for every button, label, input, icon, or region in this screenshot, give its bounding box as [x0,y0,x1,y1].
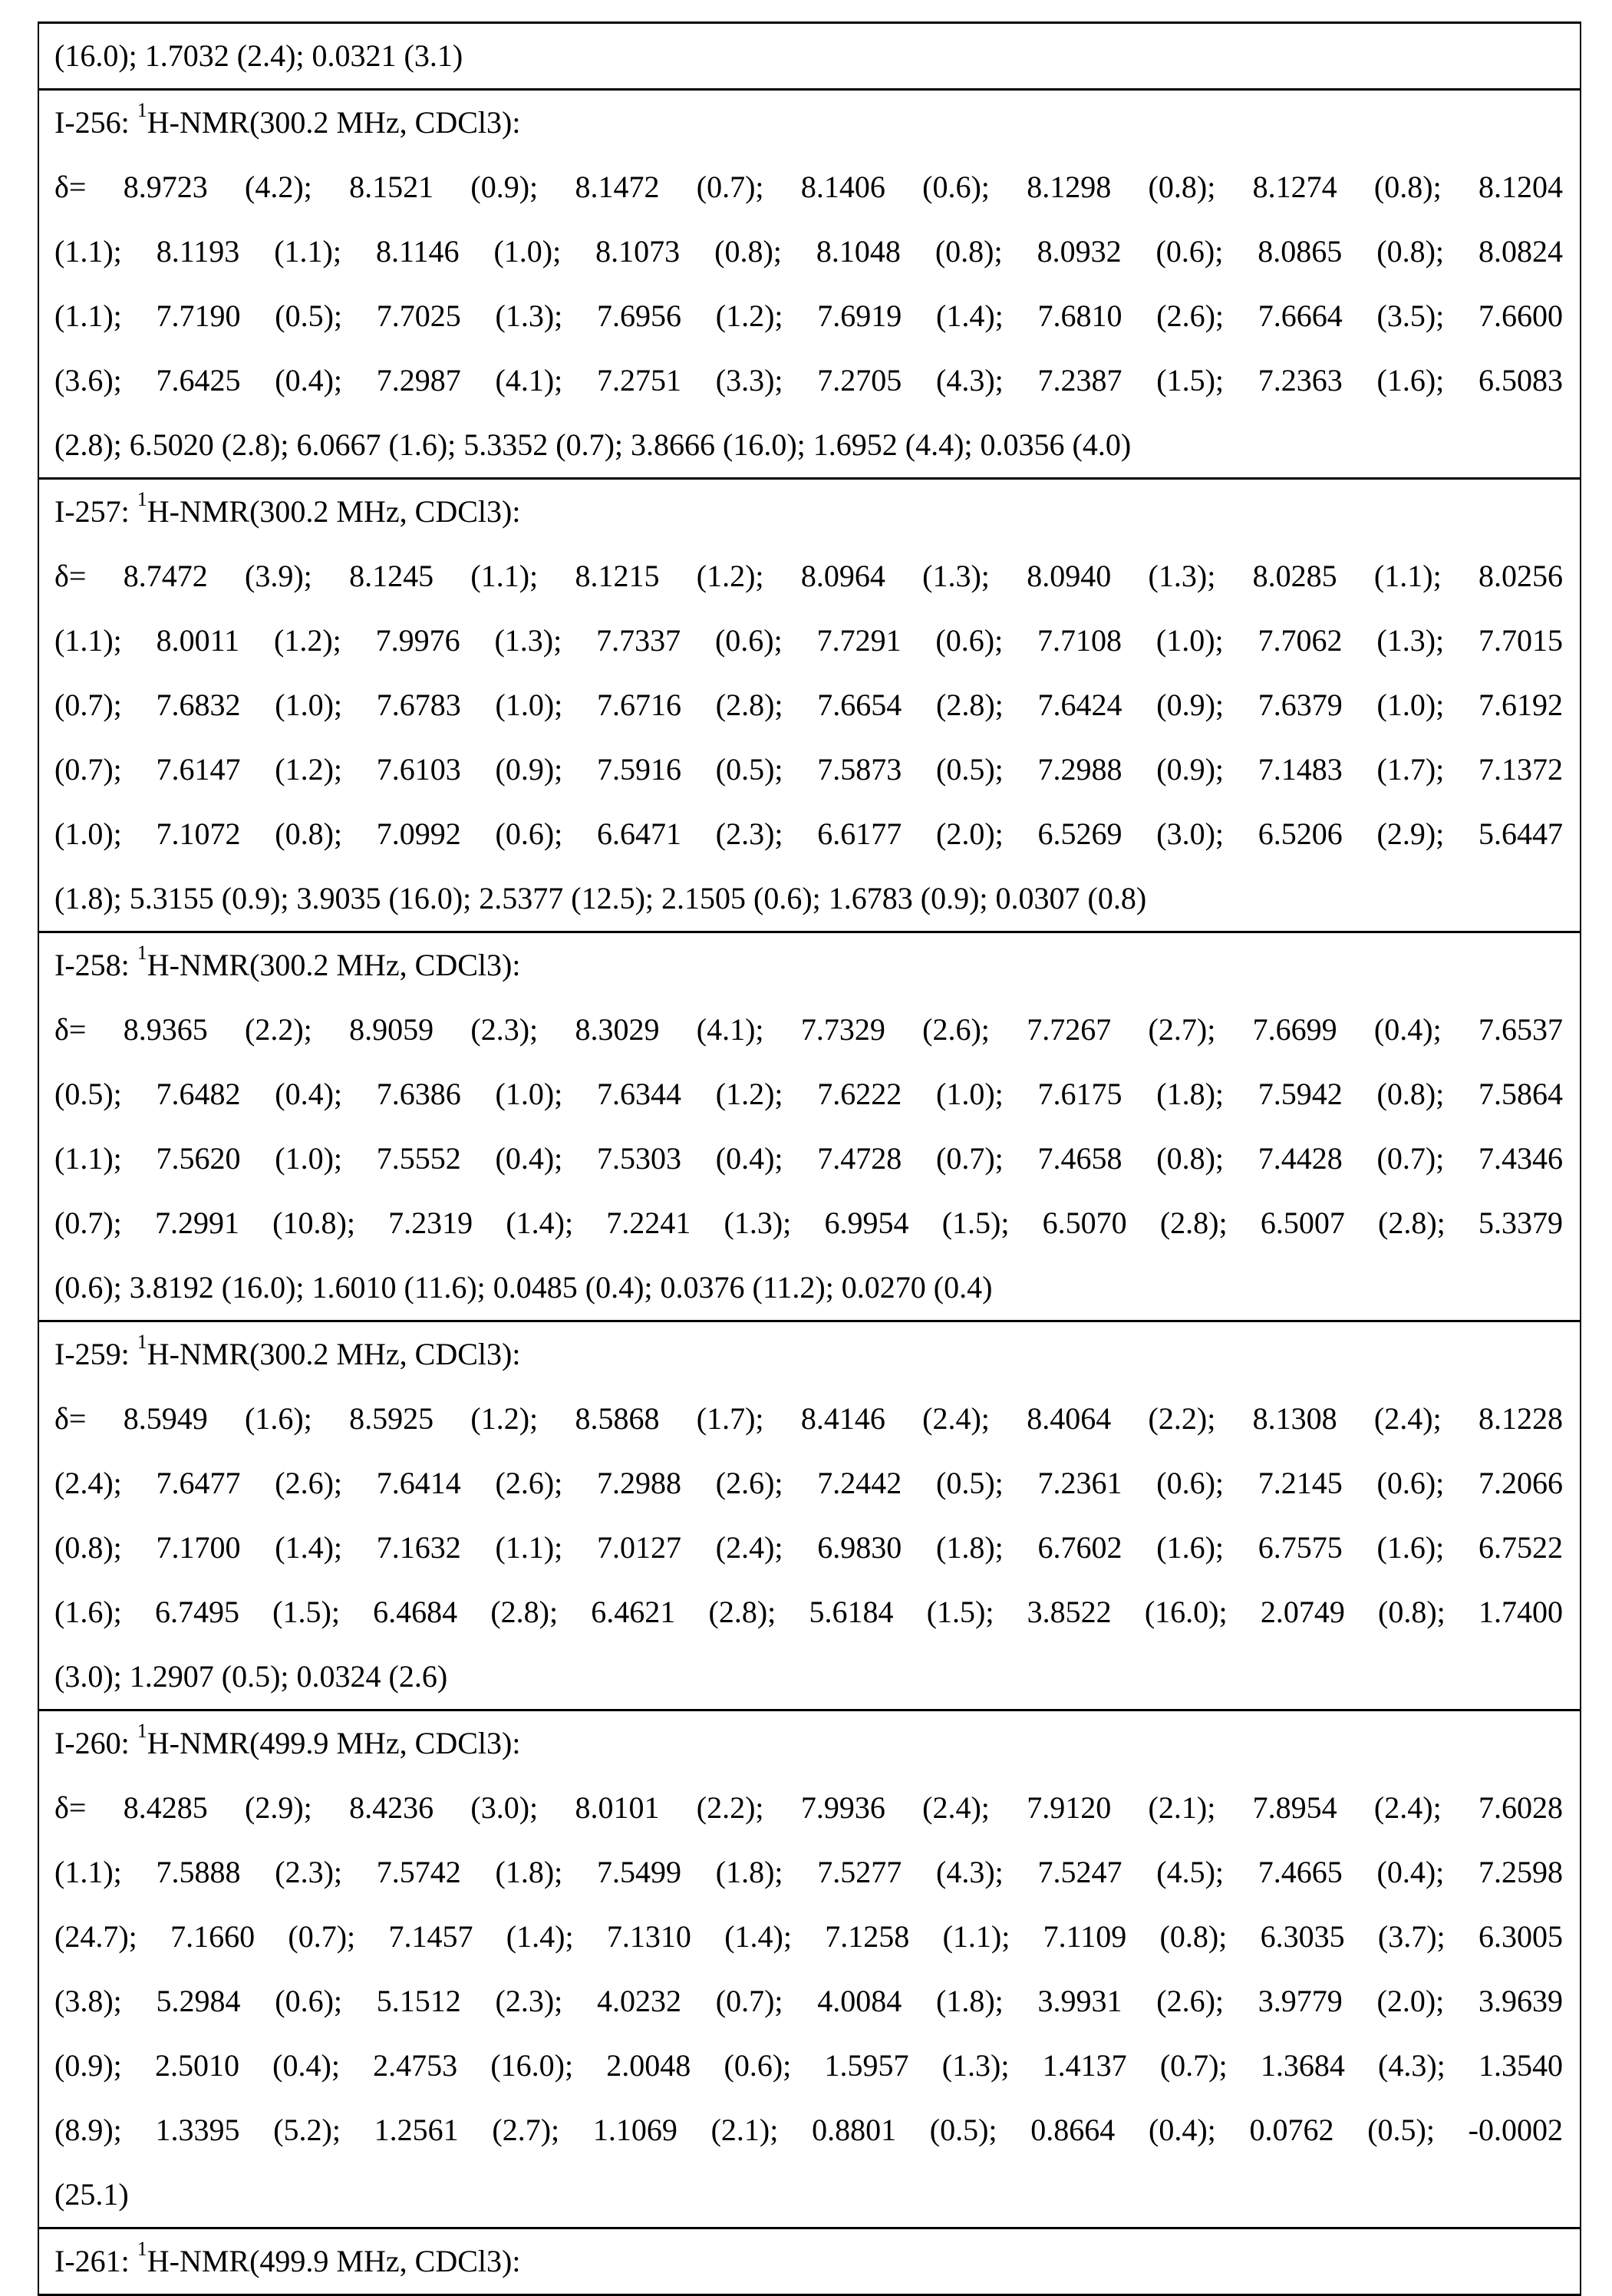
nmr-entry-row [39,2227,1580,2296]
compound-id: I-258: [54,948,130,982]
shift-data-line: (1.0); 7.1072 (0.8); 7.0992 (0.6); 6.6471 (2.3); 6.6177 (2.0); 6.5269 (3.0); 6.5206 (2.9); 5.6447 [54,802,1563,866]
isotope-superscript: 1 [137,488,147,510]
compound-id: I-259: [54,1337,130,1371]
shift-data-line: δ= 8.9365 (2.2); 8.9059 (2.3); 8.3029 (4.1); 7.7329 (2.6); 7.7267 (2.7); 7.6699 (0.4); 7.6537 [54,998,1563,1062]
shift-data-line: (0.5); 7.6482 (0.4); 7.6386 (1.0); 7.6344 (1.2); 7.6222 (1.0); 7.6175 (1.8); 7.5942 (0.8); 7.5864 [54,1062,1563,1127]
isotope-superscript: 1 [137,2238,147,2260]
shift-data-line: (3.8); 5.2984 (0.6); 5.1512 (2.3); 4.0232 (0.7); 4.0084 (1.8); 3.9931 (2.6); 3.9779 (2.0); 3.9639 [54,1969,1563,2034]
shift-data-line: δ= 8.7472 (3.9); 8.1245 (1.1); 8.1215 (1.2); 8.0964 (1.3); 8.0940 (1.3); 8.0285 (1.1); 8.0256 [54,544,1563,609]
shift-data-line: (3.0); 1.2907 (0.5); 0.0324 (2.6) [54,1644,1563,1709]
nmr-entry-row [39,931,1580,1320]
shift-data-line: (16.0); 1.7032 (2.4); 0.0321 (3.1) [54,24,1563,88]
shift-data-line: (24.7); 7.1660 (0.7); 7.1457 (1.4); 7.1310 (1.4); 7.1258 (1.1); 7.1109 (0.8); 6.3035 (3.7); 6.3005 [54,1905,1563,1969]
shift-data-line: (0.7); 7.6832 (1.0); 7.6783 (1.0); 7.6716 (2.8); 7.6654 (2.8); 7.6424 (0.9); 7.6379 (1.0); 7.6192 [54,673,1563,737]
shift-data-line: (25.1) [54,2162,1563,2227]
nmr-method: H-NMR(300.2 MHz, CDCl3): [147,494,521,529]
shift-data-line: (1.6); 6.7495 (1.5); 6.4684 (2.8); 6.4621 (2.8); 5.6184 (1.5); 3.8522 (16.0); 2.0749 (0.8); 1.7400 [54,1580,1563,1644]
shift-data-line: (0.7); 7.2991 (10.8); 7.2319 (1.4); 7.2241 (1.3); 6.9954 (1.5); 6.5070 (2.8); 6.5007 (2.8); 5.3379 [54,1191,1563,1255]
shift-data-line: (0.7); 7.6147 (1.2); 7.6103 (0.9); 7.5916 (0.5); 7.5873 (0.5); 7.2988 (0.9); 7.1483 (1.7); 7.1372 [54,737,1563,802]
nmr-method: H-NMR(300.2 MHz, CDCl3): [147,948,521,982]
shift-data-line: (1.1); 7.5620 (1.0); 7.5552 (0.4); 7.5303 (0.4); 7.4728 (0.7); 7.4658 (0.8); 7.4428 (0.7); 7.4346 [54,1127,1563,1191]
shift-data-line: (1.1); 8.0011 (1.2); 7.9976 (1.3); 7.7337 (0.6); 7.7291 (0.6); 7.7108 (1.0); 7.7062 (1.3); 7.7015 [54,609,1563,673]
shift-data-line: (8.9); 1.3395 (5.2); 1.2561 (2.7); 1.1069 (2.1); 0.8801 (0.5); 0.8664 (0.4); 0.0762 (0.5); -0.0002 [54,2098,1563,2162]
shift-data-line: (1.8); 5.3155 (0.9); 3.9035 (16.0); 2.5377 (12.5); 2.1505 (0.6); 1.6783 (0.9); 0.0307 (0.8) [54,866,1563,931]
shift-data-line: (0.6); 3.8192 (16.0); 1.6010 (11.6); 0.0485 (0.4); 0.0376 (11.2); 0.0270 (0.4) [54,1255,1563,1320]
shift-data-line: (2.4); 7.6477 (2.6); 7.6414 (2.6); 7.2988 (2.6); 7.2442 (0.5); 7.2361 (0.6); 7.2145 (0.6); 7.2066 [54,1451,1563,1516]
compound-id: I-260: [54,1726,130,1760]
compound-id: I-257: [54,494,130,529]
shift-data-line: (1.1); 8.1193 (1.1); 8.1146 (1.0); 8.1073 (0.8); 8.1048 (0.8); 8.0932 (0.6); 8.0865 (0.8); 8.0824 [54,219,1563,284]
compound-id: I-261: [54,2244,130,2278]
shift-data-line: (3.6); 7.6425 (0.4); 7.2987 (4.1); 7.2751 (3.3); 7.2705 (4.3); 7.2387 (1.5); 7.2363 (1.6); 6.5083 [54,348,1563,413]
shift-data-line: δ= 8.4285 (2.9); 8.4236 (3.0); 8.0101 (2.2); 7.9936 (2.4); 7.9120 (2.1); 7.8954 (2.4); 7.6028 [54,1776,1563,1840]
nmr-entry-row [39,477,1580,931]
shift-data-line: (0.8); 7.1700 (1.4); 7.1632 (1.1); 7.0127 (2.4); 6.9830 (1.8); 6.7602 (1.6); 6.7575 (1.6); 6.7522 [54,1516,1563,1580]
nmr-entry-row [39,88,1580,477]
nmr-method: H-NMR(300.2 MHz, CDCl3): [147,1337,521,1371]
compound-heading [54,91,1563,155]
compound-heading [54,1711,1563,1776]
nmr-entry-row [39,21,1580,88]
nmr-entry-row [39,1320,1580,1709]
shift-data-line: (0.9); 2.5010 (0.4); 2.4753 (16.0); 2.0048 (0.6); 1.5957 (1.3); 1.4137 (0.7); 1.3684 (4.3); 1.3540 [54,2034,1563,2098]
shift-data-line: (2.8); 6.5020 (2.8); 6.0667 (1.6); 5.3352 (0.7); 3.8666 (16.0); 1.6952 (4.4); 0.0356 (4.0) [54,413,1563,477]
isotope-superscript: 1 [137,1331,147,1353]
compound-id: I-256: [54,105,130,140]
isotope-superscript: 1 [137,942,147,964]
shift-data-line: δ= 8.9723 (4.2); 8.1521 (0.9); 8.1472 (0.7); 8.1406 (0.6); 8.1298 (0.8); 8.1274 (0.8); 8.1204 [54,155,1563,219]
nmr-method: H-NMR(300.2 MHz, CDCl3): [147,105,521,140]
isotope-superscript: 1 [137,1720,147,1742]
compound-heading [54,933,1563,998]
compound-heading [54,480,1563,544]
shift-data-line: δ= 8.5949 (1.6); 8.5925 (1.2); 8.5868 (1.7); 8.4146 (2.4); 8.4064 (2.2); 8.1308 (2.4); 8.1228 [54,1387,1563,1451]
compound-heading [54,2229,1563,2294]
isotope-superscript: 1 [137,99,147,121]
shift-data-line: (1.1); 7.5888 (2.3); 7.5742 (1.8); 7.5499 (1.8); 7.5277 (4.3); 7.5247 (4.5); 7.4665 (0.4); 7.2598 [54,1840,1563,1905]
nmr-entry-row [39,1709,1580,2227]
nmr-method: H-NMR(499.9 MHz, CDCl3): [147,2244,521,2278]
nmr-data-table [38,21,1581,2296]
shift-data-line: (1.1); 7.7190 (0.5); 7.7025 (1.3); 7.6956 (1.2); 7.6919 (1.4); 7.6810 (2.6); 7.6664 (3.5); 7.6600 [54,284,1563,348]
nmr-method: H-NMR(499.9 MHz, CDCl3): [147,1726,521,1760]
compound-heading [54,1322,1563,1387]
